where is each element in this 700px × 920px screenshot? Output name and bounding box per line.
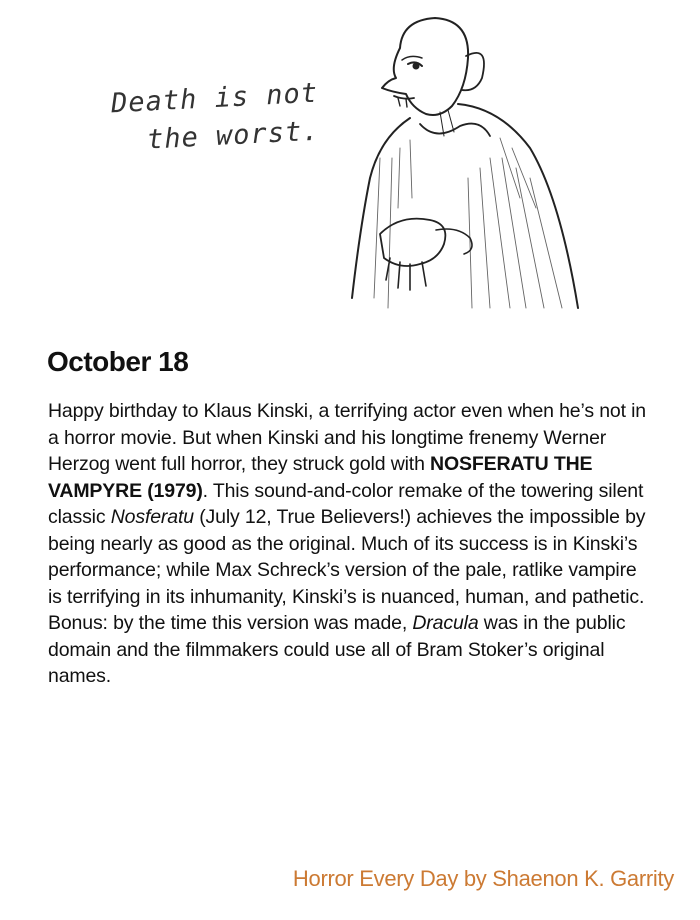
author-credit: Horror Every Day by Shaenon K. Garrity	[292, 866, 674, 891]
entry-body-text	[48, 398, 648, 690]
entry-date-heading: October 18	[47, 346, 189, 377]
body-text-part-3: (July 12, True Believers!) achieves the impossible by being nearly as good as the original. Much of its success is in Kinski’s performance; while Max Schreck’s version of the pale, ratlike vampire is terrifying in its inhumanity, Kinski’s is nuanced, human, and pathetic. Bonus: by the time this version was made,	[48, 506, 646, 634]
italic-title-dracula: Dracula	[412, 612, 479, 634]
body-text-part-1: Happy birthday to Klaus Kinski, a terrifying actor even when he’s not in a horror movie. But when Kinski and his longtime frenemy Werner Herzog went full horror, they struck gold with	[48, 400, 647, 475]
caption-line-1: Death is not	[110, 77, 319, 120]
body-text-part-2: . This sound-and-color remake of the towering silent classic	[48, 479, 644, 528]
nosferatu-drawing-icon	[340, 8, 590, 318]
italic-title-nosferatu: Nosferatu	[110, 506, 194, 528]
body-text-part-4: was in the public domain and the filmmakers could use all of Bram Stoker’s original names.	[48, 612, 626, 687]
caption-line-2: the worst.	[146, 115, 321, 156]
film-title: NOSFERATU THE VAMPYRE (1979)	[48, 453, 593, 502]
handwritten-caption	[110, 75, 321, 162]
